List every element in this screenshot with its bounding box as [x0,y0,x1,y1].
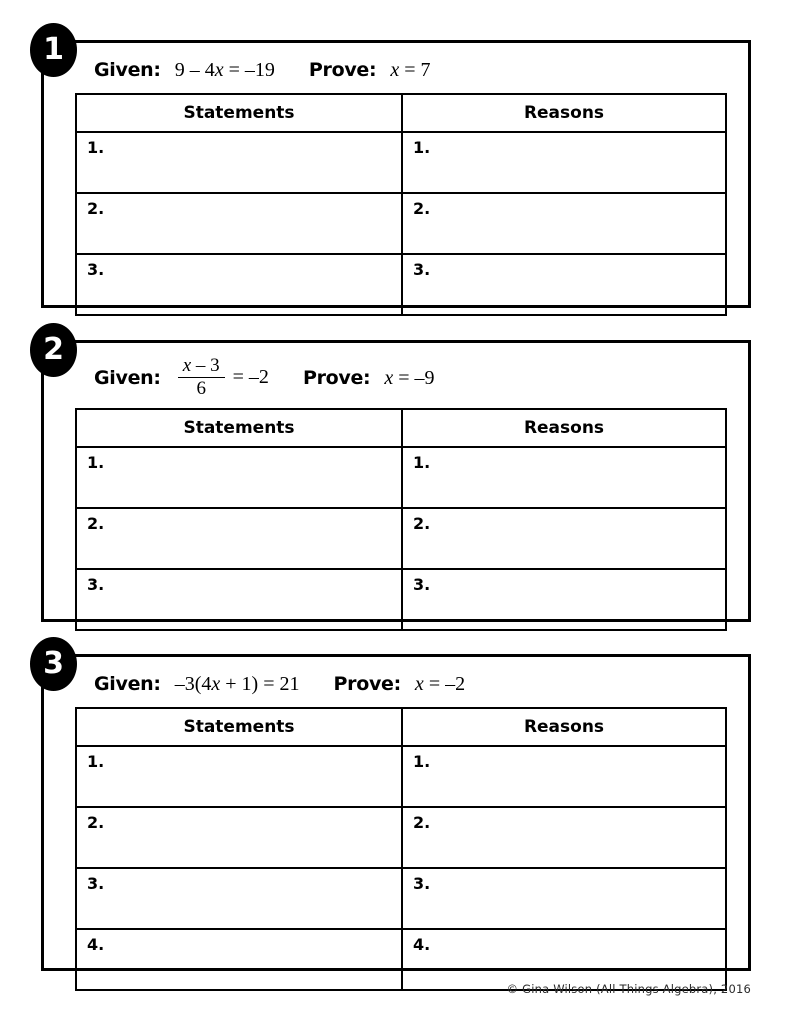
prove-expression-2: x = –9 [384,366,435,389]
proof-table-wrap-2 [44,408,748,649]
statement-cell[interactable]: 3. [76,254,402,315]
column-header-statements: Statements [76,708,402,746]
table-header-row [76,708,726,746]
statement-cell[interactable]: 3. [76,868,402,929]
table-row [76,193,726,254]
fraction-numerator: x – 3 [178,356,225,378]
fraction [178,356,225,399]
prove-label-3: Prove: [333,673,401,695]
given-expression-2: $\frac{x - 3}{6}$ = –2 [175,357,269,400]
table-row [76,746,726,807]
reason-cell[interactable]: 2. [402,193,726,254]
reason-cell[interactable]: 1. [402,746,726,807]
table-header-row [76,409,726,447]
given-expression-3: –3(4x + 1) = 21 [174,672,300,695]
reason-cell[interactable]: 2. [402,508,726,569]
prove-label-2: Prove: [302,367,371,390]
column-header-reasons: Reasons [402,409,726,447]
column-header-reasons: Reasons [402,708,726,746]
statement-cell[interactable]: 2. [76,193,402,254]
table-row [76,254,726,315]
table-row [76,569,726,630]
proof-table-1 [75,93,727,316]
reason-cell[interactable]: 3. [402,254,726,315]
given-label-3: Given: [94,673,161,695]
reason-cell[interactable]: 2. [402,807,726,868]
proof-table-2 [75,408,727,631]
column-header-statements: Statements [76,409,402,447]
proof-table-wrap-3 [44,707,748,1009]
problem-block-2 [41,332,751,622]
statement-cell[interactable]: 1. [76,132,402,193]
prove-expression-1: x = 7 [390,58,431,81]
column-header-reasons: Reasons [402,94,726,132]
given-prove-line-3 [44,657,748,707]
proof-table-3 [75,707,727,991]
given-prove-line-1 [44,43,748,93]
given-expression-1: 9 – 4x = –19 [174,58,275,81]
reason-cell[interactable]: 3. [402,868,726,929]
table-row [76,508,726,569]
problem-number-badge-1: 1 [30,23,77,77]
reason-cell[interactable]: 3. [402,569,726,630]
table-row [76,447,726,508]
table-row [76,929,726,990]
table-row [76,132,726,193]
problem-number-badge-2: 2 [30,323,77,377]
statement-cell[interactable]: 2. [76,807,402,868]
prove-label-1: Prove: [308,59,377,81]
problem-block-1 [41,32,751,308]
statement-cell[interactable]: 1. [76,447,402,508]
statement-cell[interactable]: 2. [76,508,402,569]
statement-cell[interactable]: 3. [76,569,402,630]
problem-number-badge-3: 3 [30,637,77,691]
fraction-denominator: 6 [196,377,206,399]
table-header-row [76,94,726,132]
proof-table-wrap-1 [44,93,748,334]
table-row [76,807,726,868]
reason-cell[interactable]: 1. [402,447,726,508]
statement-cell[interactable]: 4. [76,929,402,990]
column-header-statements: Statements [76,94,402,132]
prove-expression-3: x = –2 [414,672,466,695]
problem-block-3 [41,646,751,971]
reason-cell[interactable]: 4. [402,929,726,990]
copyright-footer: © Gina Wilson (All Things Algebra), 2016 [506,982,751,996]
table-row [76,868,726,929]
statement-cell[interactable]: 1. [76,746,402,807]
given-label-1: Given: [94,59,161,81]
given-prove-line-2 [44,343,748,408]
given-label-2: Given: [94,367,161,390]
reason-cell[interactable]: 1. [402,132,726,193]
